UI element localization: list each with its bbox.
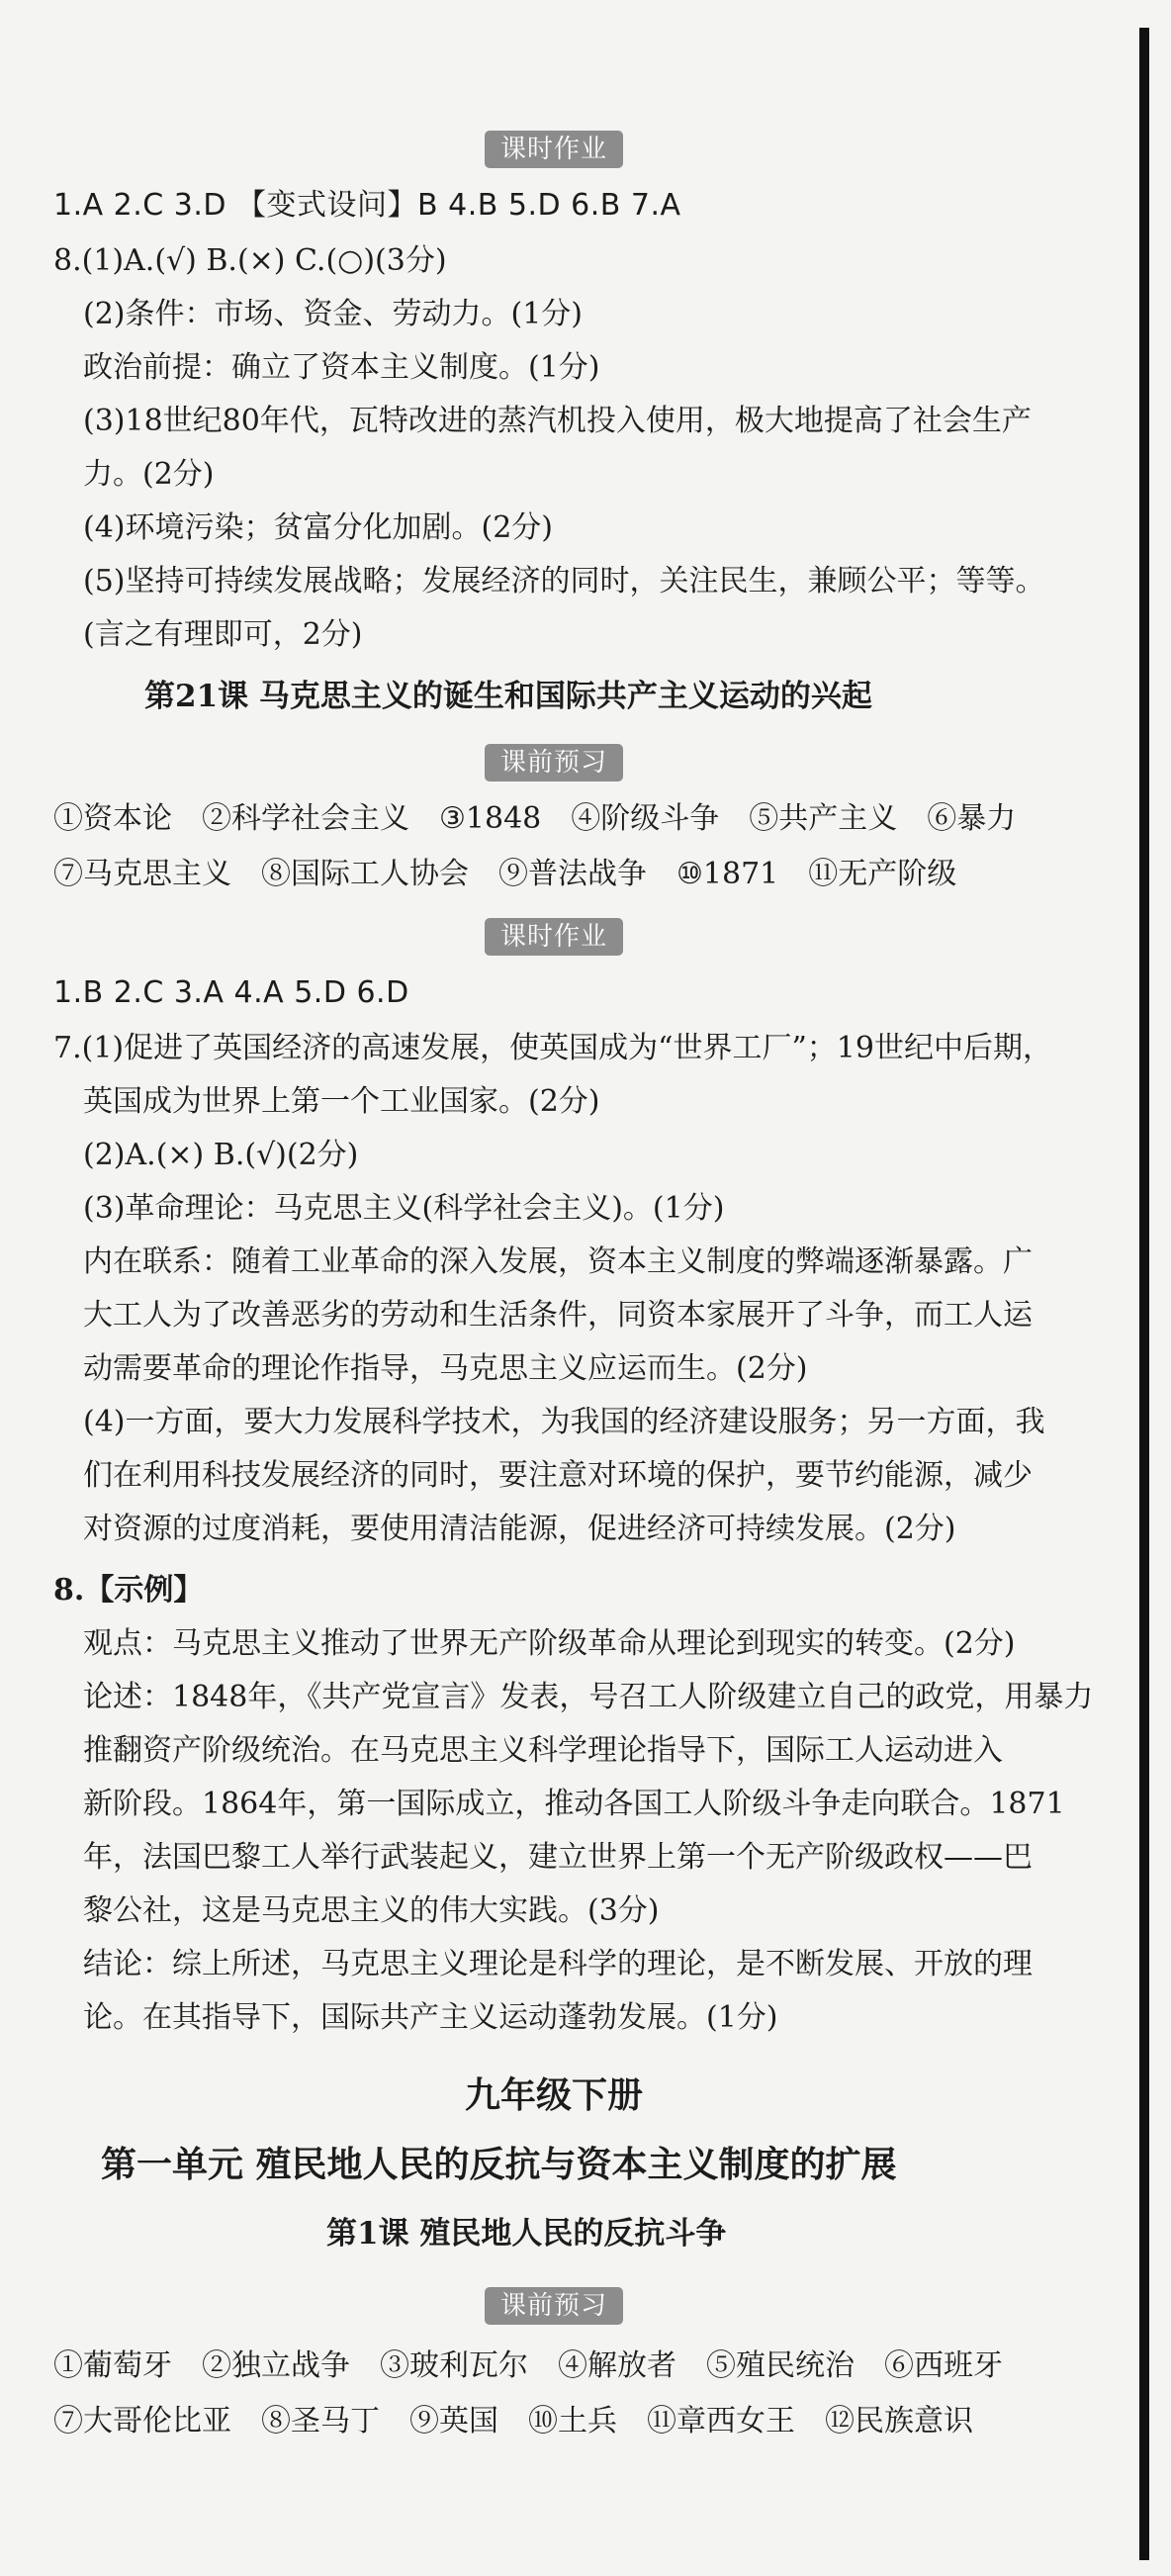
- preview-answer: ⑤共产主义: [749, 801, 898, 836]
- answer-line: 内在联系：随着工业革命的深入发展，资本主义制度的弊端逐渐暴露。广: [83, 1244, 1033, 1279]
- answer-line: 黎公社，这是马克思主义的伟大实践。(3分): [83, 1893, 660, 1928]
- lesson-21-title: 第21课 马克思主义的诞生和国际共产主义运动的兴起: [144, 679, 872, 714]
- preview-badge: 课前预习: [485, 744, 623, 782]
- answer-line: (4)环境污染；贫富分化加剧。(2分): [83, 510, 553, 545]
- answer-line: 观点：马克思主义推动了世界无产阶级革命从理论到现实的转变。(2分): [83, 1626, 1016, 1661]
- preview-answer: ⑥西班牙: [884, 2348, 1003, 2383]
- preview-answer: ②独立战争: [202, 2348, 350, 2383]
- preview-answer: ⑪无产阶级: [808, 857, 957, 891]
- answer-line: 论述：1848年，《共产党宣言》发表，号召工人阶级建立自己的政党，用暴力: [83, 1680, 1094, 1714]
- answer-line: 结论：综上所述，马克思主义理论是科学的理论，是不断发展、开放的理: [83, 1947, 1033, 1981]
- q8-heading: 8.【示例】: [53, 1573, 204, 1608]
- preview-answer: ①资本论: [53, 801, 172, 836]
- answer-line: (2)条件：市场、资金、劳动力。(1分): [83, 297, 583, 331]
- preview-answer: ⑧国际工人协会: [261, 857, 469, 891]
- page-edge-bar: [1139, 28, 1149, 2560]
- preview-answer: ⑩土兵: [528, 2404, 617, 2438]
- preview-answer: ②科学社会主义: [202, 801, 409, 836]
- preview-answer: ⑥暴力: [927, 801, 1017, 836]
- preview-row-1: [53, 799, 1045, 839]
- answer-line: (2)A.(×) B.(√)(2分): [83, 1138, 359, 1172]
- preview-answer: ⑦马克思主义: [53, 857, 231, 891]
- answer-line: 7.(1)促进了英国经济的高速发展，使英国成为“世界工厂”；19世纪中后期，: [53, 1031, 1052, 1065]
- answer-line: 大工人为了改善恶劣的劳动和生活条件，同资本家展开了斗争，而工人运: [83, 1298, 1033, 1333]
- preview-answer: ⑩1871: [676, 857, 779, 891]
- preview-answer: ⑨英国: [409, 2404, 498, 2438]
- answer-line: 年，法国巴黎工人举行武装起义，建立世界上第一个无产阶级政权——巴: [83, 1840, 1033, 1875]
- answer-line: (3)革命理论：马克思主义(科学社会主义)。(1分): [83, 1191, 725, 1226]
- homework-badge: 课时作业: [485, 131, 623, 168]
- answer-line: (3)18世纪80年代，瓦特改进的蒸汽机投入使用，极大地提高了社会生产: [83, 404, 1032, 438]
- homework-badge: 课时作业: [485, 918, 623, 956]
- answer-line: 新阶段。1864年，第一国际成立，推动各国工人阶级斗争走向联合。1871: [83, 1787, 1065, 1821]
- preview-answer: ⑤殖民统治: [706, 2348, 855, 2383]
- lesson-1-title: 第1课 殖民地人民的反抗斗争: [326, 2216, 727, 2252]
- answer-line: 推翻资产阶级统治。在马克思主义科学理论指导下，国际工人运动进入: [83, 1733, 1003, 1768]
- preview-answer: ③玻利瓦尔: [380, 2348, 528, 2383]
- answer-line: 们在利用科技发展经济的同时，要注意对环境的保护，要节约能源，减少: [83, 1458, 1033, 1493]
- answer-line: 英国成为世界上第一个工业国家。(2分): [83, 1084, 600, 1119]
- mc-answers-1: 1.A 2.C 3.D 【变式设问】B 4.B 5.D 6.B 7.A: [53, 188, 681, 223]
- answer-line: 论。在其指导下，国际共产主义运动蓬勃发展。(1分): [83, 2000, 778, 2035]
- preview-answer: ⑪章西女王: [647, 2404, 795, 2438]
- preview-row-2: [53, 2402, 1003, 2441]
- answer-line: 力。(2分): [83, 457, 215, 492]
- answer-line: 动需要革命的理论作指导，马克思主义应运而生。(2分): [83, 1351, 808, 1386]
- answer-line: (4)一方面，要大力发展科学技术，为我国的经济建设服务；另一方面，我: [83, 1405, 1045, 1439]
- mc-answers-21: 1.B 2.C 3.A 4.A 5.D 6.D: [53, 975, 409, 1010]
- preview-answer: ④阶级斗争: [571, 801, 720, 836]
- preview-badge: 课前预习: [485, 2287, 623, 2325]
- grade-title: 九年级下册: [465, 2074, 644, 2116]
- answer-line: (言之有理即可，2分): [83, 617, 363, 652]
- preview-answer: ⑧圣马丁: [261, 2404, 380, 2438]
- preview-answer: ③1848: [439, 801, 542, 836]
- answer-line: 对资源的过度消耗，要使用清洁能源，促进经济可持续发展。(2分): [83, 1512, 956, 1546]
- preview-answer: ⑦大哥伦比亚: [53, 2404, 231, 2438]
- preview-answer: ⑫民族意识: [825, 2404, 973, 2438]
- unit-title: 第一单元 殖民地人民的反抗与资本主义制度的扩展: [101, 2144, 897, 2185]
- preview-answer: ⑨普法战争: [498, 857, 647, 891]
- preview-row-1: [53, 2346, 1033, 2386]
- preview-row-2: [53, 855, 986, 894]
- answer-line: 政治前提：确立了资本主义制度。(1分): [83, 350, 600, 385]
- answer-line: (5)坚持可持续发展战略；发展经济的同时，关注民生，兼顾公平；等等。: [83, 564, 1045, 598]
- preview-answer: ①葡萄牙: [53, 2348, 172, 2383]
- answer-line: 8.(1)A.(√) B.(×) C.(○)(3分): [53, 243, 447, 278]
- preview-answer: ④解放者: [558, 2348, 676, 2383]
